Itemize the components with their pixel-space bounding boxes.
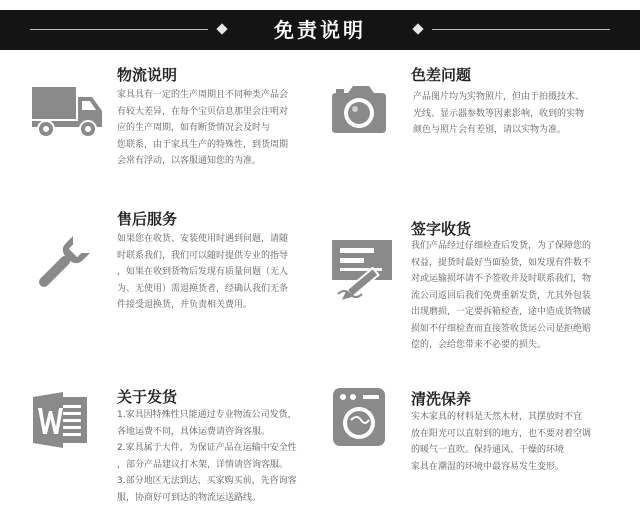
banner-right-rule — [432, 29, 610, 30]
text-line: 出现磨损，一定要拆箱检查，途中造成货物破 — [411, 307, 592, 317]
text-line: 应的生产周期，如有断货情况会及时与 — [117, 123, 271, 133]
banner-left-rule — [30, 29, 208, 30]
text-line: 对或运输损坏请不予签收并及时联系我们，物 — [411, 274, 592, 284]
signature-icon — [330, 236, 400, 300]
logistics-heading: 物流说明 — [117, 66, 178, 84]
text-line: 颜色与照片会有差别，请以实物为准。 — [413, 125, 567, 135]
sign-receipt-text — [411, 238, 591, 354]
text-line: 时联系我们，我们可以随时提供专业的指导 — [117, 250, 289, 261]
text-line: 3.部分地区无法到达，买家购买前，先咨询客 — [117, 476, 297, 486]
text-line: 的暖气一直吹。保持通风、干燥的环境 — [411, 445, 565, 455]
text-line: 光线、显示器参数等因素影响，收到的实物 — [413, 108, 585, 119]
shipping-heading: 关于发货 — [117, 388, 178, 406]
color-difference-heading: 色差问题 — [411, 66, 472, 84]
logistics-text — [117, 87, 288, 170]
text-line: 会常有浮动，以客服通知您的为准。 — [117, 156, 262, 166]
word-document-icon — [31, 391, 91, 449]
text-line: 偿的，会给您带来不必要的损失。 — [411, 340, 547, 350]
truck-icon — [30, 85, 106, 141]
text-line: 1.家具因特殊性只能通过专业物流公司发货， — [117, 410, 297, 420]
shipping-text — [117, 407, 297, 506]
text-line: 损如不仔细检查而直接签收货运公司是拒绝赔 — [411, 323, 592, 334]
page-title: 免责说明 — [274, 18, 366, 42]
text-line: 放在阳光可以直射到的地方，也不要对着空调 — [411, 428, 592, 439]
banner-right-diamond — [412, 23, 423, 34]
title-banner — [0, 10, 640, 50]
camera-icon — [328, 83, 390, 137]
text-line: 家具具有一定的生产周期且不同种类产品会 — [117, 90, 289, 100]
text-line: 您联系，由于家具生产的特殊性，到货周期 — [117, 139, 289, 150]
text-line: 有较大差异，在每个宝贝信息那里会注明对 — [117, 106, 289, 117]
text-line: 各地运费不同，具体运费请咨询客服。 — [117, 426, 271, 437]
banner-left-diamond — [216, 23, 227, 34]
cleaning-text — [411, 409, 591, 475]
text-line: 如果您在收货、安装使用时遇到问题，请随 — [117, 234, 289, 244]
color-difference-text — [413, 89, 584, 139]
text-line: 服，协商好可到达的物流运送路线。 — [117, 492, 262, 503]
sign-receipt-heading: 签字收货 — [411, 220, 472, 238]
text-line: ，如果在收到货物后发现有质量问题（无人 — [117, 267, 289, 277]
text-line: 件接受退换货，并负责相关费用。 — [117, 300, 253, 310]
cleaning-heading: 清洗保养 — [411, 390, 472, 408]
text-line: 家具在潮湿的环境中最容易发生变形。 — [411, 461, 565, 472]
text-line: 流公司返回后我们免费重新发货，尤其外包装 — [411, 290, 592, 301]
after-sales-text — [117, 231, 288, 314]
text-line: 产品图片均为实物照片，但由于拍摄技术、 — [413, 92, 585, 102]
washing-machine-icon — [331, 386, 387, 448]
wrench-icon — [30, 234, 92, 296]
text-line: ，部分产品建议打木架，详情请咨询客服。 — [117, 459, 289, 470]
text-line: 我们产品经过仔细检查后发货，为了保障您的 — [411, 241, 592, 251]
after-sales-heading: 售后服务 — [117, 210, 178, 228]
text-line: 权益，提货时最好当面验货，如发现有件数不 — [411, 257, 592, 268]
text-line: 2.家具属于大件，为保证产品在运输中安全性 — [117, 443, 297, 453]
text-line: 为、无使用）需退换货者，经确认我们无条 — [117, 283, 289, 294]
text-line: 实木家具的材料是天然木材，其摆放时不宜 — [411, 412, 583, 422]
